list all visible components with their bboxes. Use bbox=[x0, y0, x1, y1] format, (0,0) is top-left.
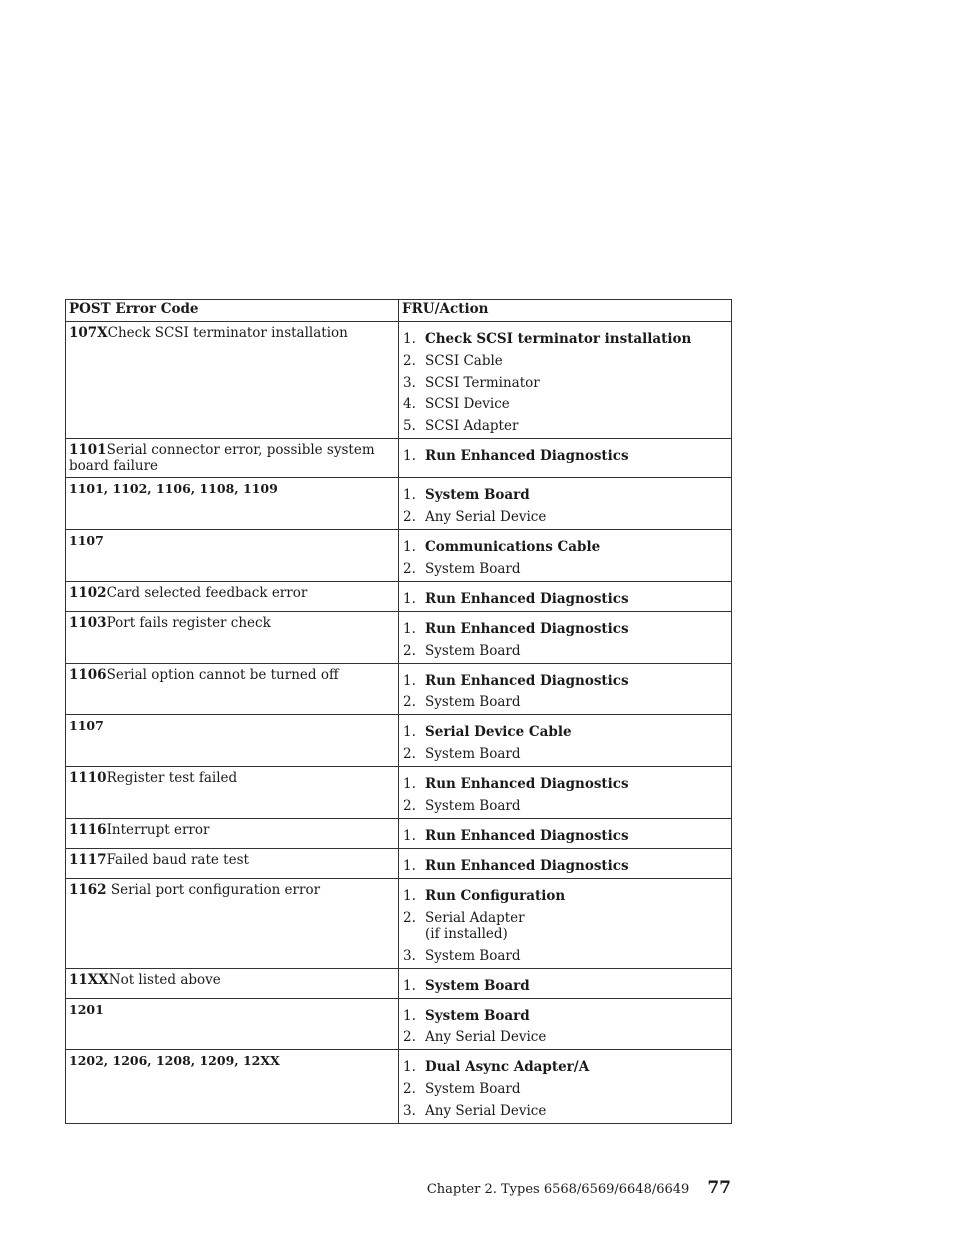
action-list bbox=[402, 533, 728, 578]
post-error-table bbox=[65, 299, 732, 1124]
fru-action-cell bbox=[399, 322, 732, 439]
table-row bbox=[66, 998, 732, 1050]
action-text: SCSI Cable bbox=[425, 352, 503, 369]
chapter-title: Chapter 2. Types 6568/6569/6648/6649 bbox=[426, 1182, 690, 1197]
error-description: Serial connector error, possible system board failure bbox=[69, 442, 375, 475]
action-number: 3. bbox=[403, 947, 416, 964]
action-number: 1. bbox=[403, 538, 416, 555]
error-code: 1101, 1102, 1106, 1108, 1109 bbox=[69, 481, 278, 497]
action-item bbox=[402, 375, 728, 391]
fru-action-cell bbox=[399, 529, 732, 581]
action-item bbox=[402, 591, 728, 607]
action-list bbox=[402, 585, 728, 608]
action-number: 1. bbox=[403, 620, 416, 637]
action-item bbox=[402, 1059, 728, 1075]
action-item bbox=[402, 724, 728, 740]
error-code: 1107 bbox=[69, 532, 104, 548]
error-code: 1110 bbox=[69, 770, 107, 787]
action-item bbox=[402, 1029, 728, 1045]
action-text: Run Enhanced Diagnostics bbox=[425, 620, 629, 637]
action-item bbox=[402, 978, 728, 994]
action-number: 2. bbox=[403, 797, 416, 814]
table-row bbox=[66, 439, 732, 478]
action-list bbox=[402, 852, 728, 875]
error-code: 1107 bbox=[69, 718, 104, 734]
error-code: 107X bbox=[69, 325, 108, 341]
table-row bbox=[66, 322, 732, 439]
action-item bbox=[402, 418, 728, 434]
action-text: System Board bbox=[425, 977, 530, 994]
fru-action-cell bbox=[399, 581, 732, 611]
action-number: 2. bbox=[403, 1081, 416, 1098]
action-text: Any Serial Device bbox=[425, 1029, 547, 1046]
action-text: System Board bbox=[425, 947, 521, 964]
action-item bbox=[402, 396, 728, 412]
action-text: System Board bbox=[425, 560, 521, 577]
action-text: Check SCSI terminator installation bbox=[425, 331, 692, 347]
error-code-cell bbox=[66, 848, 399, 878]
action-item bbox=[402, 798, 728, 814]
error-code: 1103 bbox=[69, 614, 107, 631]
action-number: 2. bbox=[403, 1029, 416, 1046]
error-code-cell bbox=[66, 581, 399, 611]
action-number: 5. bbox=[403, 418, 416, 435]
action-item bbox=[402, 1103, 728, 1119]
action-number: 1. bbox=[403, 672, 416, 689]
error-code-cell bbox=[66, 878, 399, 968]
action-list bbox=[402, 972, 728, 995]
error-code-cell bbox=[66, 968, 399, 998]
error-code: 1101 bbox=[69, 442, 107, 459]
action-number: 1. bbox=[403, 1007, 416, 1024]
action-number: 1. bbox=[403, 590, 416, 607]
error-description: Check SCSI terminator installation bbox=[107, 325, 348, 341]
action-text: System Board bbox=[425, 642, 521, 659]
fru-action-cell bbox=[399, 663, 732, 715]
fru-action-cell bbox=[399, 611, 732, 663]
action-list bbox=[402, 615, 728, 660]
error-description: Serial option cannot be turned off bbox=[106, 666, 339, 683]
error-code-cell bbox=[66, 998, 399, 1050]
action-text: System Board bbox=[425, 746, 521, 763]
action-text: System Board bbox=[425, 1007, 530, 1024]
action-text: System Board bbox=[425, 694, 521, 711]
action-item bbox=[402, 331, 728, 347]
action-item bbox=[402, 694, 728, 710]
action-number: 1. bbox=[403, 1059, 416, 1076]
action-list bbox=[402, 882, 728, 965]
table-row bbox=[66, 818, 732, 848]
action-text: Dual Async Adapter/A bbox=[425, 1059, 590, 1076]
action-item bbox=[402, 539, 728, 555]
fru-action-cell bbox=[399, 998, 732, 1050]
table-row bbox=[66, 529, 732, 581]
action-item bbox=[402, 910, 728, 942]
fru-action-cell bbox=[399, 767, 732, 819]
action-number: 2. bbox=[403, 746, 416, 763]
action-number: 1. bbox=[403, 977, 416, 994]
table-row bbox=[66, 968, 732, 998]
action-number: 1. bbox=[403, 448, 416, 465]
action-item bbox=[402, 948, 728, 964]
action-list bbox=[402, 1002, 728, 1047]
error-code: 1102 bbox=[69, 584, 107, 601]
error-description: Not listed above bbox=[108, 971, 221, 988]
error-code-cell bbox=[66, 478, 399, 530]
action-text: Communications Cable bbox=[425, 538, 601, 555]
table-row bbox=[66, 478, 732, 530]
action-item bbox=[402, 888, 728, 904]
action-number: 1. bbox=[403, 331, 416, 347]
action-text: System Board bbox=[425, 797, 521, 814]
fru-action-cell bbox=[399, 478, 732, 530]
error-code: 1116 bbox=[69, 821, 107, 838]
error-code: 11XX bbox=[69, 971, 109, 988]
fru-action-cell bbox=[399, 878, 732, 968]
action-text: Run Enhanced Diagnostics bbox=[425, 776, 629, 793]
action-item bbox=[402, 828, 728, 844]
action-number: 1. bbox=[403, 857, 416, 874]
action-item bbox=[402, 858, 728, 874]
action-list bbox=[402, 770, 728, 815]
action-text: Serial Device Cable bbox=[425, 724, 572, 741]
action-number: 1. bbox=[403, 776, 416, 793]
action-item bbox=[402, 448, 728, 464]
action-text: Run Enhanced Diagnostics bbox=[425, 857, 629, 874]
action-number: 3. bbox=[403, 374, 416, 391]
fru-action-cell bbox=[399, 715, 732, 767]
fru-action-cell bbox=[399, 968, 732, 998]
table-row bbox=[66, 715, 732, 767]
action-text: Run Configuration bbox=[425, 887, 566, 904]
action-item bbox=[402, 353, 728, 369]
table-row bbox=[66, 767, 732, 819]
fru-action-cell bbox=[399, 439, 732, 478]
error-code: 1106 bbox=[69, 666, 107, 683]
action-item bbox=[402, 776, 728, 792]
error-code: 1117 bbox=[69, 851, 107, 868]
page-number: 77 bbox=[707, 1178, 731, 1198]
action-text: Run Enhanced Diagnostics bbox=[425, 448, 629, 465]
action-number: 1. bbox=[403, 487, 416, 504]
error-code-cell bbox=[66, 1050, 399, 1124]
header-fru-action: FRU/Action bbox=[399, 300, 732, 322]
action-number: 1. bbox=[403, 724, 416, 741]
action-list bbox=[402, 822, 728, 845]
error-description: Failed baud rate test bbox=[106, 851, 249, 868]
error-code: 1162 bbox=[69, 881, 107, 898]
error-code: 1201 bbox=[69, 1001, 104, 1017]
error-code-cell bbox=[66, 818, 399, 848]
action-number: 2. bbox=[403, 352, 416, 369]
header-post-error-code: POST Error Code bbox=[66, 300, 399, 322]
action-number: 2. bbox=[403, 694, 416, 711]
action-text: SCSI Device bbox=[425, 396, 510, 413]
action-text: Run Enhanced Diagnostics bbox=[425, 590, 629, 607]
error-description: Serial port configuration error bbox=[106, 881, 321, 898]
action-text: SCSI Adapter bbox=[425, 418, 519, 435]
action-list bbox=[402, 718, 728, 763]
error-description: Port fails register check bbox=[106, 614, 271, 631]
error-code-cell bbox=[66, 663, 399, 715]
action-list bbox=[402, 667, 728, 712]
table-row bbox=[66, 848, 732, 878]
table-header-row bbox=[66, 300, 732, 322]
action-text: System Board bbox=[425, 487, 530, 504]
action-text: System Board bbox=[425, 1081, 521, 1098]
error-code: 1202, 1206, 1208, 1209, 12XX bbox=[69, 1053, 280, 1069]
action-text: Any Serial Device bbox=[425, 508, 547, 525]
error-code-cell bbox=[66, 439, 399, 478]
error-code-cell bbox=[66, 767, 399, 819]
error-code-cell bbox=[66, 529, 399, 581]
action-number: 2. bbox=[403, 642, 416, 659]
action-item bbox=[402, 621, 728, 637]
error-description: Card selected feedback error bbox=[106, 584, 308, 601]
action-item bbox=[402, 1081, 728, 1097]
error-code-cell bbox=[66, 715, 399, 767]
action-list bbox=[402, 442, 728, 465]
table-row bbox=[66, 878, 732, 968]
error-description: Interrupt error bbox=[106, 821, 210, 838]
error-code-cell bbox=[66, 611, 399, 663]
table-row bbox=[66, 1050, 732, 1124]
action-list bbox=[402, 481, 728, 526]
action-number: 3. bbox=[403, 1102, 416, 1119]
fru-action-cell bbox=[399, 1050, 732, 1124]
table-row bbox=[66, 611, 732, 663]
action-list bbox=[402, 325, 728, 435]
action-number: 1. bbox=[403, 827, 416, 844]
action-item bbox=[402, 487, 728, 503]
action-text: SCSI Terminator bbox=[425, 374, 540, 391]
error-description: Register test failed bbox=[106, 770, 238, 787]
error-code-cell bbox=[66, 322, 399, 439]
action-number: 4. bbox=[403, 396, 416, 413]
action-text: Run Enhanced Diagnostics bbox=[425, 827, 629, 844]
action-text: Run Enhanced Diagnostics bbox=[425, 672, 629, 689]
action-text: Serial Adapter (if installed) bbox=[425, 909, 525, 942]
action-item bbox=[402, 673, 728, 689]
action-item bbox=[402, 643, 728, 659]
action-list bbox=[402, 1053, 728, 1120]
fru-action-cell bbox=[399, 818, 732, 848]
page-footer bbox=[427, 1178, 731, 1198]
action-item bbox=[402, 1008, 728, 1024]
table-row bbox=[66, 663, 732, 715]
action-text: Any Serial Device bbox=[425, 1102, 547, 1119]
action-item bbox=[402, 509, 728, 525]
action-item bbox=[402, 746, 728, 762]
action-number: 1. bbox=[403, 887, 416, 904]
fru-action-cell bbox=[399, 848, 732, 878]
action-number: 2. bbox=[403, 560, 416, 577]
action-item bbox=[402, 561, 728, 577]
action-number: 2. bbox=[403, 508, 416, 525]
table-row bbox=[66, 581, 732, 611]
action-number: 2. bbox=[403, 909, 416, 926]
